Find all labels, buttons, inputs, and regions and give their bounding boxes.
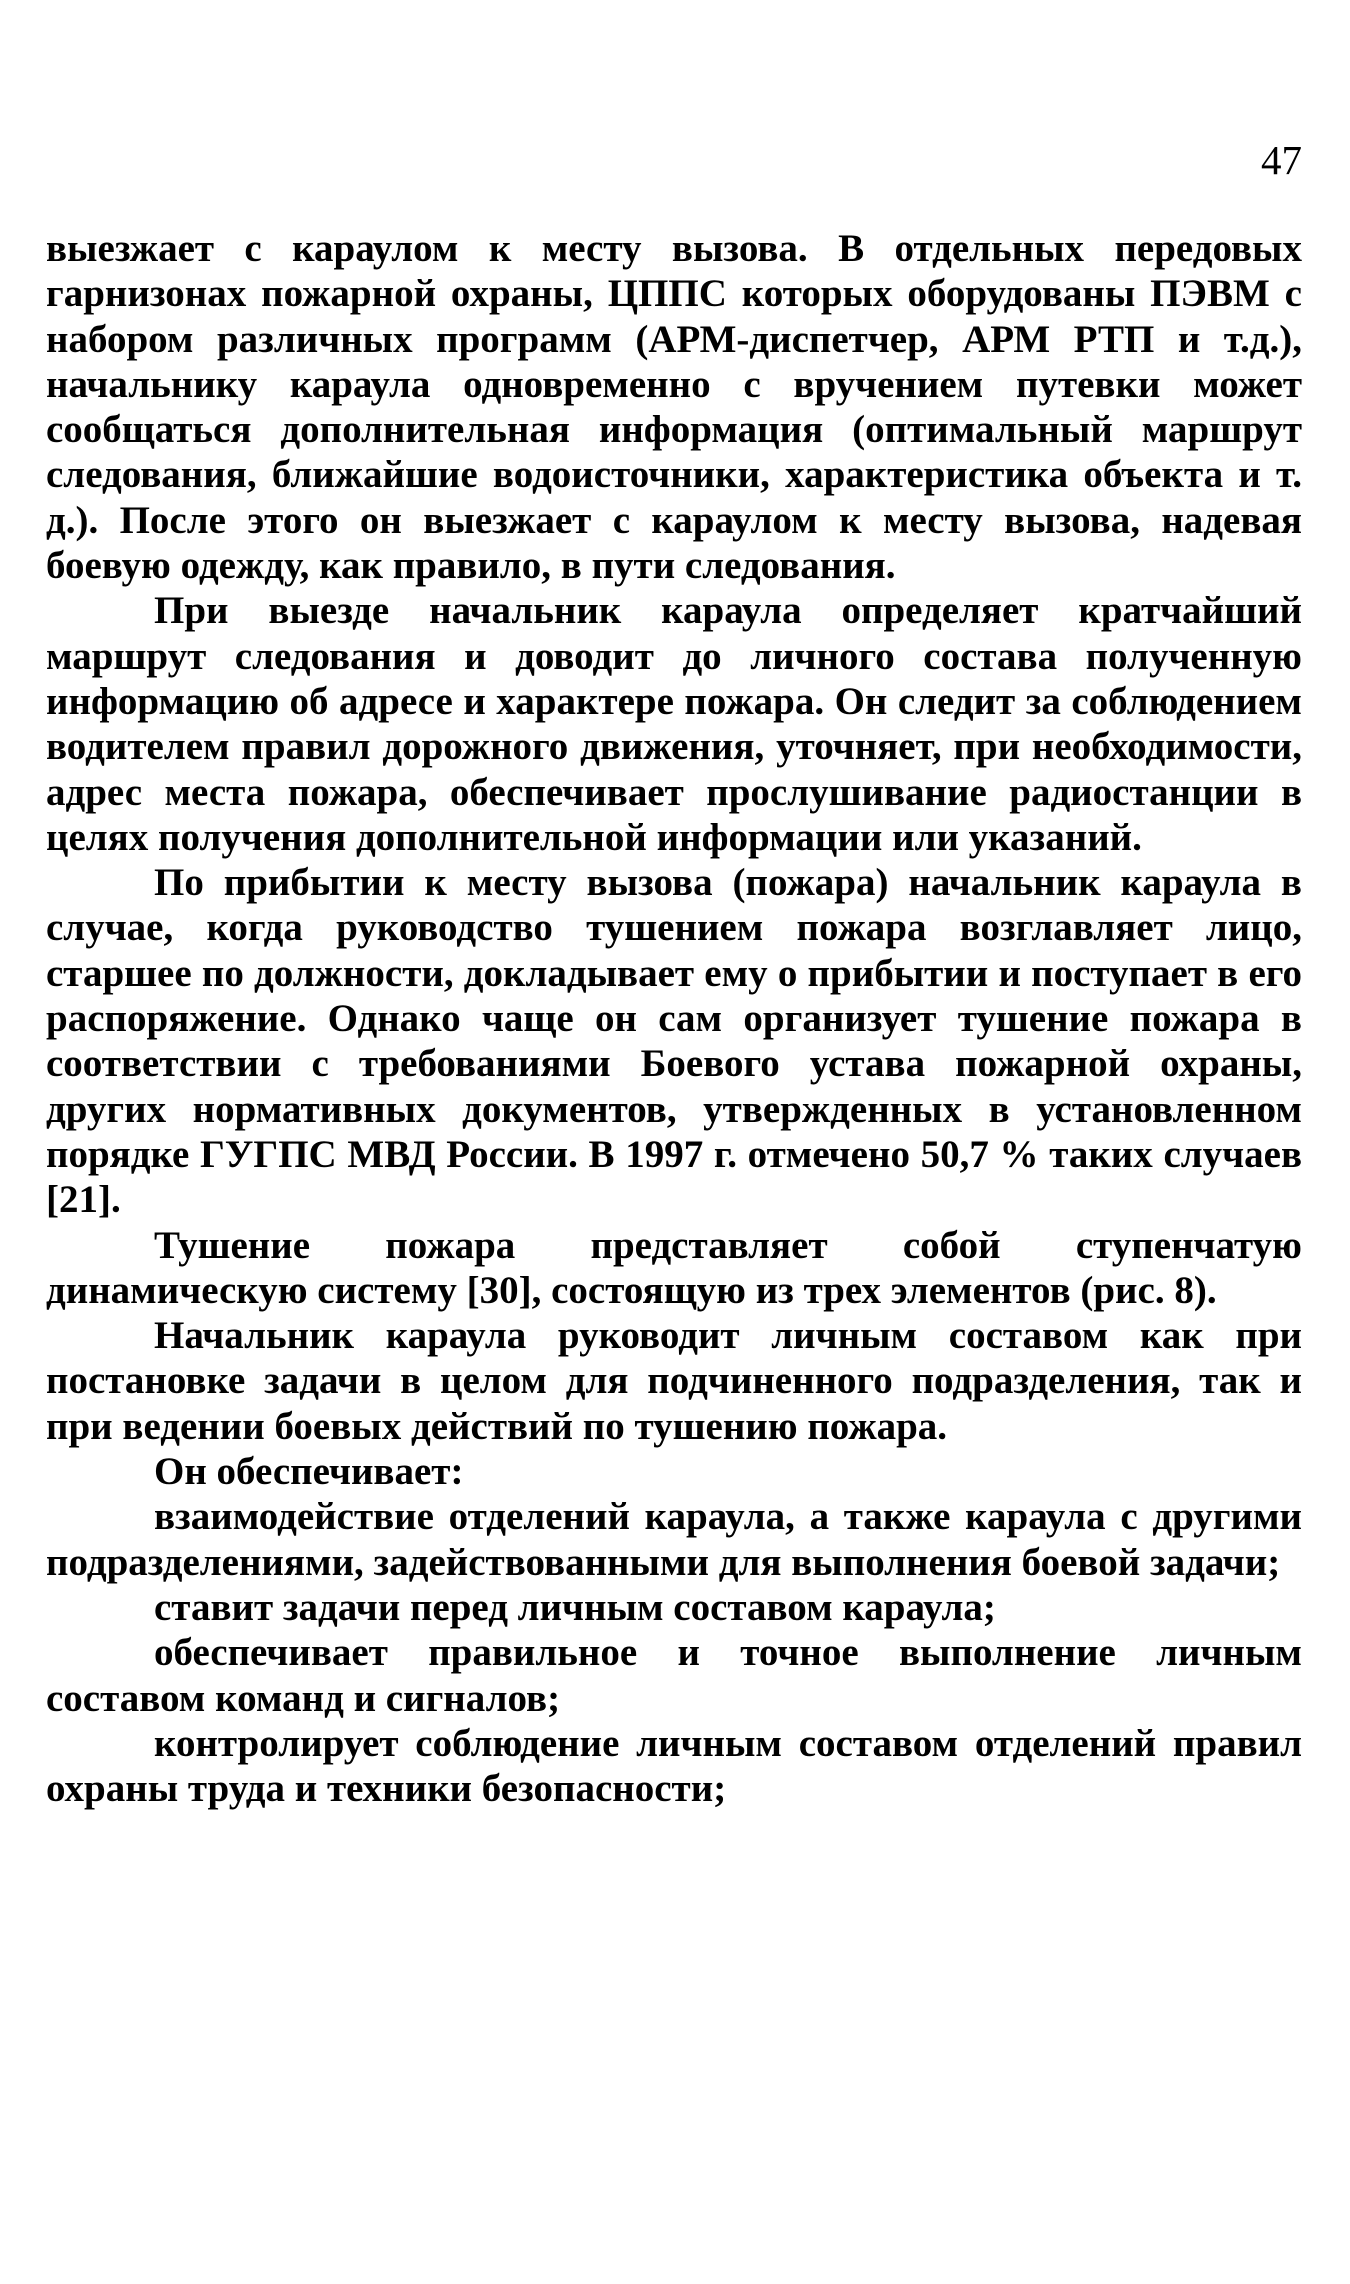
- paragraph-2: При выезде начальник караула определяет кратчайший маршрут следования и доводит до личного состава полученную информацию об адресе и характере пожара. Он следит за соблюдением водителем правил дорожного движения, уточняет, при необходимости, адрес места пожара, обеспечивает прослушивание радиостанции в целях получения дополнительной информации или указаний.: [46, 589, 1302, 859]
- paragraph-6: Он обеспечивает:: [154, 1450, 464, 1494]
- paragraph-1: выезжает с караулом к месту вызова. В отдельных передовых гарнизонах пожарной охраны, ЦППС которых оборудованы ПЭВМ с набором различных программ (АРМ-диспетчер, АРМ РТП и т.д.), начальнику караула одновременно с вручением путевки может сообщаться дополнительная информация (оптимальный маршрут следования, ближайшие водоисточники, характеристика объекта и т. д.). После этого он выезжает с караулом к месту вызова, надевая боевую одежду, как правило, в пути следования.: [46, 227, 1302, 588]
- paragraph-3: По прибытии к месту вызова (пожара) начальник караула в случае, когда руководство тушением пожара возглавляет лицо, старшее по должности, докладывает ему о прибытии и поступает в его распоряжение. Однако чаще он сам организует тушение пожара в соответствии с требованиями Боевого устава пожарной охраны, других нормативных документов, утвержденных в установленном порядке ГУГПС МВД России. В 1997 г. отмечено 50,7 % таких случаев [21].: [46, 861, 1302, 1222]
- paragraph-5: Начальник караула руководит личным составом как при постановке задачи в целом для подчиненного подразделения, так и при ведении боевых действий по тушению пожара.: [46, 1314, 1302, 1448]
- list-item-3: обеспечивает правильное и точное выполнение личным составом команд и сигналов;: [46, 1631, 1302, 1720]
- body-text: [46, 226, 1302, 1811]
- list-item-4: контролирует соблюдение личным составом отделений правил охраны труда и техники безопасности;: [46, 1721, 1302, 1811]
- paragraph-4: Тушение пожара представляет собой ступенчатую динамическую систему [30], состоящую из трех элементов (рис. 8).: [46, 1223, 1302, 1312]
- list-item-2: ставит задачи перед личным составом караула;: [154, 1585, 996, 1629]
- list-item-1: взаимодействие отделений караула, а также караула с другими подразделениями, задействованными для выполнения боевой задачи;: [46, 1495, 1302, 1584]
- page-number: 47: [1261, 137, 1302, 183]
